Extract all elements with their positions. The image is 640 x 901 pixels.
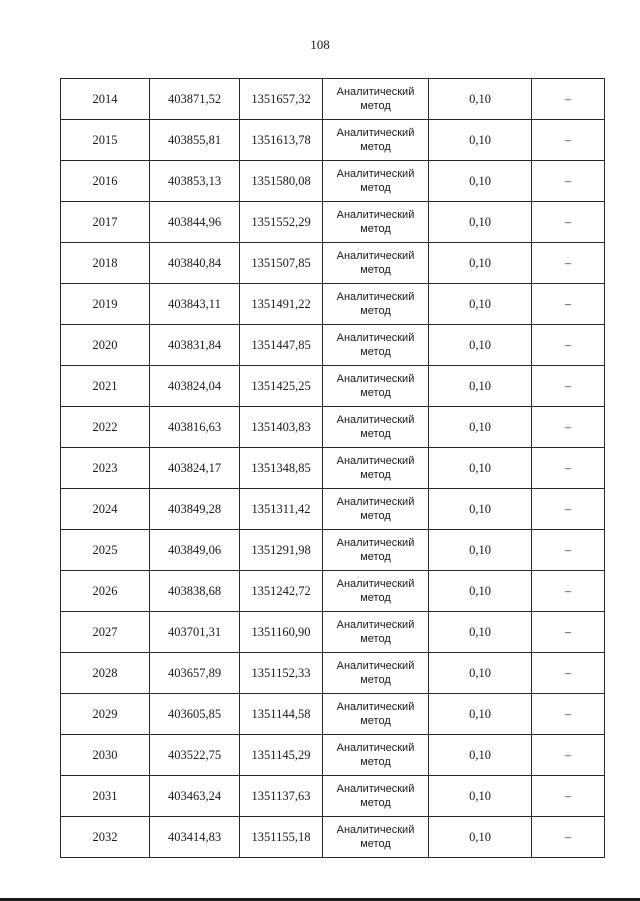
point-id-cell: 2017 <box>61 202 150 243</box>
x-coord-cell: 403605,85 <box>150 694 240 735</box>
note-cell: – <box>532 366 605 407</box>
point-id-cell: 2026 <box>61 571 150 612</box>
note-cell: – <box>532 489 605 530</box>
accuracy-cell: 0,10 <box>429 612 532 653</box>
y-coord-cell: 1351152,33 <box>240 653 323 694</box>
table-row <box>61 202 605 243</box>
y-coord-cell: 1351657,32 <box>240 79 323 120</box>
accuracy-cell: 0,10 <box>429 120 532 161</box>
accuracy-cell: 0,10 <box>429 243 532 284</box>
accuracy-cell: 0,10 <box>429 161 532 202</box>
accuracy-cell: 0,10 <box>429 735 532 776</box>
point-id-cell: 2032 <box>61 817 150 858</box>
table-row <box>61 612 605 653</box>
note-cell: – <box>532 694 605 735</box>
table-row <box>61 817 605 858</box>
y-coord-cell: 1351348,85 <box>240 448 323 489</box>
method-cell: Аналитический метод <box>323 489 429 530</box>
method-cell: Аналитический метод <box>323 366 429 407</box>
method-cell: Аналитический метод <box>323 776 429 817</box>
x-coord-cell: 403840,84 <box>150 243 240 284</box>
note-cell: – <box>532 325 605 366</box>
x-coord-cell: 403701,31 <box>150 612 240 653</box>
table-row <box>61 653 605 694</box>
table-row <box>61 161 605 202</box>
table-row <box>61 120 605 161</box>
x-coord-cell: 403522,75 <box>150 735 240 776</box>
note-cell: – <box>532 202 605 243</box>
point-id-cell: 2030 <box>61 735 150 776</box>
point-id-cell: 2027 <box>61 612 150 653</box>
x-coord-cell: 403853,13 <box>150 161 240 202</box>
method-cell: Аналитический метод <box>323 407 429 448</box>
coordinates-table <box>60 78 605 858</box>
point-id-cell: 2029 <box>61 694 150 735</box>
y-coord-cell: 1351144,58 <box>240 694 323 735</box>
note-cell: – <box>532 243 605 284</box>
table-row <box>61 735 605 776</box>
accuracy-cell: 0,10 <box>429 202 532 243</box>
table-row <box>61 243 605 284</box>
method-cell: Аналитический метод <box>323 243 429 284</box>
table-row <box>61 407 605 448</box>
point-id-cell: 2028 <box>61 653 150 694</box>
note-cell: – <box>532 161 605 202</box>
method-cell: Аналитический метод <box>323 530 429 571</box>
point-id-cell: 2022 <box>61 407 150 448</box>
accuracy-cell: 0,10 <box>429 694 532 735</box>
note-cell: – <box>532 571 605 612</box>
x-coord-cell: 403844,96 <box>150 202 240 243</box>
x-coord-cell: 403816,63 <box>150 407 240 448</box>
note-cell: – <box>532 120 605 161</box>
accuracy-cell: 0,10 <box>429 366 532 407</box>
point-id-cell: 2015 <box>61 120 150 161</box>
x-coord-cell: 403831,84 <box>150 325 240 366</box>
x-coord-cell: 403824,04 <box>150 366 240 407</box>
method-cell: Аналитический метод <box>323 120 429 161</box>
y-coord-cell: 1351242,72 <box>240 571 323 612</box>
method-cell: Аналитический метод <box>323 612 429 653</box>
x-coord-cell: 403463,24 <box>150 776 240 817</box>
y-coord-cell: 1351613,78 <box>240 120 323 161</box>
x-coord-cell: 403871,52 <box>150 79 240 120</box>
x-coord-cell: 403855,81 <box>150 120 240 161</box>
page-number: 108 <box>310 37 330 52</box>
note-cell: – <box>532 817 605 858</box>
x-coord-cell: 403414,83 <box>150 817 240 858</box>
point-id-cell: 2031 <box>61 776 150 817</box>
table-row <box>61 448 605 489</box>
accuracy-cell: 0,10 <box>429 79 532 120</box>
y-coord-cell: 1351311,42 <box>240 489 323 530</box>
accuracy-cell: 0,10 <box>429 817 532 858</box>
method-cell: Аналитический метод <box>323 735 429 776</box>
method-cell: Аналитический метод <box>323 161 429 202</box>
y-coord-cell: 1351403,83 <box>240 407 323 448</box>
coordinates-table-body <box>61 79 605 858</box>
y-coord-cell: 1351552,29 <box>240 202 323 243</box>
note-cell: – <box>532 407 605 448</box>
point-id-cell: 2021 <box>61 366 150 407</box>
x-coord-cell: 403838,68 <box>150 571 240 612</box>
y-coord-cell: 1351491,22 <box>240 284 323 325</box>
point-id-cell: 2024 <box>61 489 150 530</box>
accuracy-cell: 0,10 <box>429 489 532 530</box>
note-cell: – <box>532 79 605 120</box>
accuracy-cell: 0,10 <box>429 776 532 817</box>
y-coord-cell: 1351291,98 <box>240 530 323 571</box>
accuracy-cell: 0,10 <box>429 284 532 325</box>
point-id-cell: 2019 <box>61 284 150 325</box>
table-row <box>61 79 605 120</box>
y-coord-cell: 1351155,18 <box>240 817 323 858</box>
x-coord-cell: 403824,17 <box>150 448 240 489</box>
table-row <box>61 694 605 735</box>
point-id-cell: 2018 <box>61 243 150 284</box>
method-cell: Аналитический метод <box>323 79 429 120</box>
accuracy-cell: 0,10 <box>429 530 532 571</box>
table-row <box>61 325 605 366</box>
method-cell: Аналитический метод <box>323 571 429 612</box>
method-cell: Аналитический метод <box>323 202 429 243</box>
note-cell: – <box>532 448 605 489</box>
point-id-cell: 2023 <box>61 448 150 489</box>
y-coord-cell: 1351580,08 <box>240 161 323 202</box>
y-coord-cell: 1351425,25 <box>240 366 323 407</box>
table-row <box>61 530 605 571</box>
accuracy-cell: 0,10 <box>429 448 532 489</box>
table-row <box>61 776 605 817</box>
y-coord-cell: 1351447,85 <box>240 325 323 366</box>
accuracy-cell: 0,10 <box>429 325 532 366</box>
note-cell: – <box>532 612 605 653</box>
method-cell: Аналитический метод <box>323 284 429 325</box>
point-id-cell: 2016 <box>61 161 150 202</box>
note-cell: – <box>532 530 605 571</box>
accuracy-cell: 0,10 <box>429 571 532 612</box>
point-id-cell: 2014 <box>61 79 150 120</box>
point-id-cell: 2025 <box>61 530 150 571</box>
method-cell: Аналитический метод <box>323 448 429 489</box>
accuracy-cell: 0,10 <box>429 653 532 694</box>
method-cell: Аналитический метод <box>323 653 429 694</box>
method-cell: Аналитический метод <box>323 817 429 858</box>
table-row <box>61 366 605 407</box>
x-coord-cell: 403849,28 <box>150 489 240 530</box>
x-coord-cell: 403849,06 <box>150 530 240 571</box>
x-coord-cell: 403657,89 <box>150 653 240 694</box>
note-cell: – <box>532 653 605 694</box>
point-id-cell: 2020 <box>61 325 150 366</box>
note-cell: – <box>532 776 605 817</box>
y-coord-cell: 1351137,63 <box>240 776 323 817</box>
x-coord-cell: 403843,11 <box>150 284 240 325</box>
table-row <box>61 571 605 612</box>
y-coord-cell: 1351145,29 <box>240 735 323 776</box>
accuracy-cell: 0,10 <box>429 407 532 448</box>
y-coord-cell: 1351507,85 <box>240 243 323 284</box>
y-coord-cell: 1351160,90 <box>240 612 323 653</box>
table-row <box>61 489 605 530</box>
method-cell: Аналитический метод <box>323 325 429 366</box>
table-row <box>61 284 605 325</box>
note-cell: – <box>532 284 605 325</box>
note-cell: – <box>532 735 605 776</box>
method-cell: Аналитический метод <box>323 694 429 735</box>
